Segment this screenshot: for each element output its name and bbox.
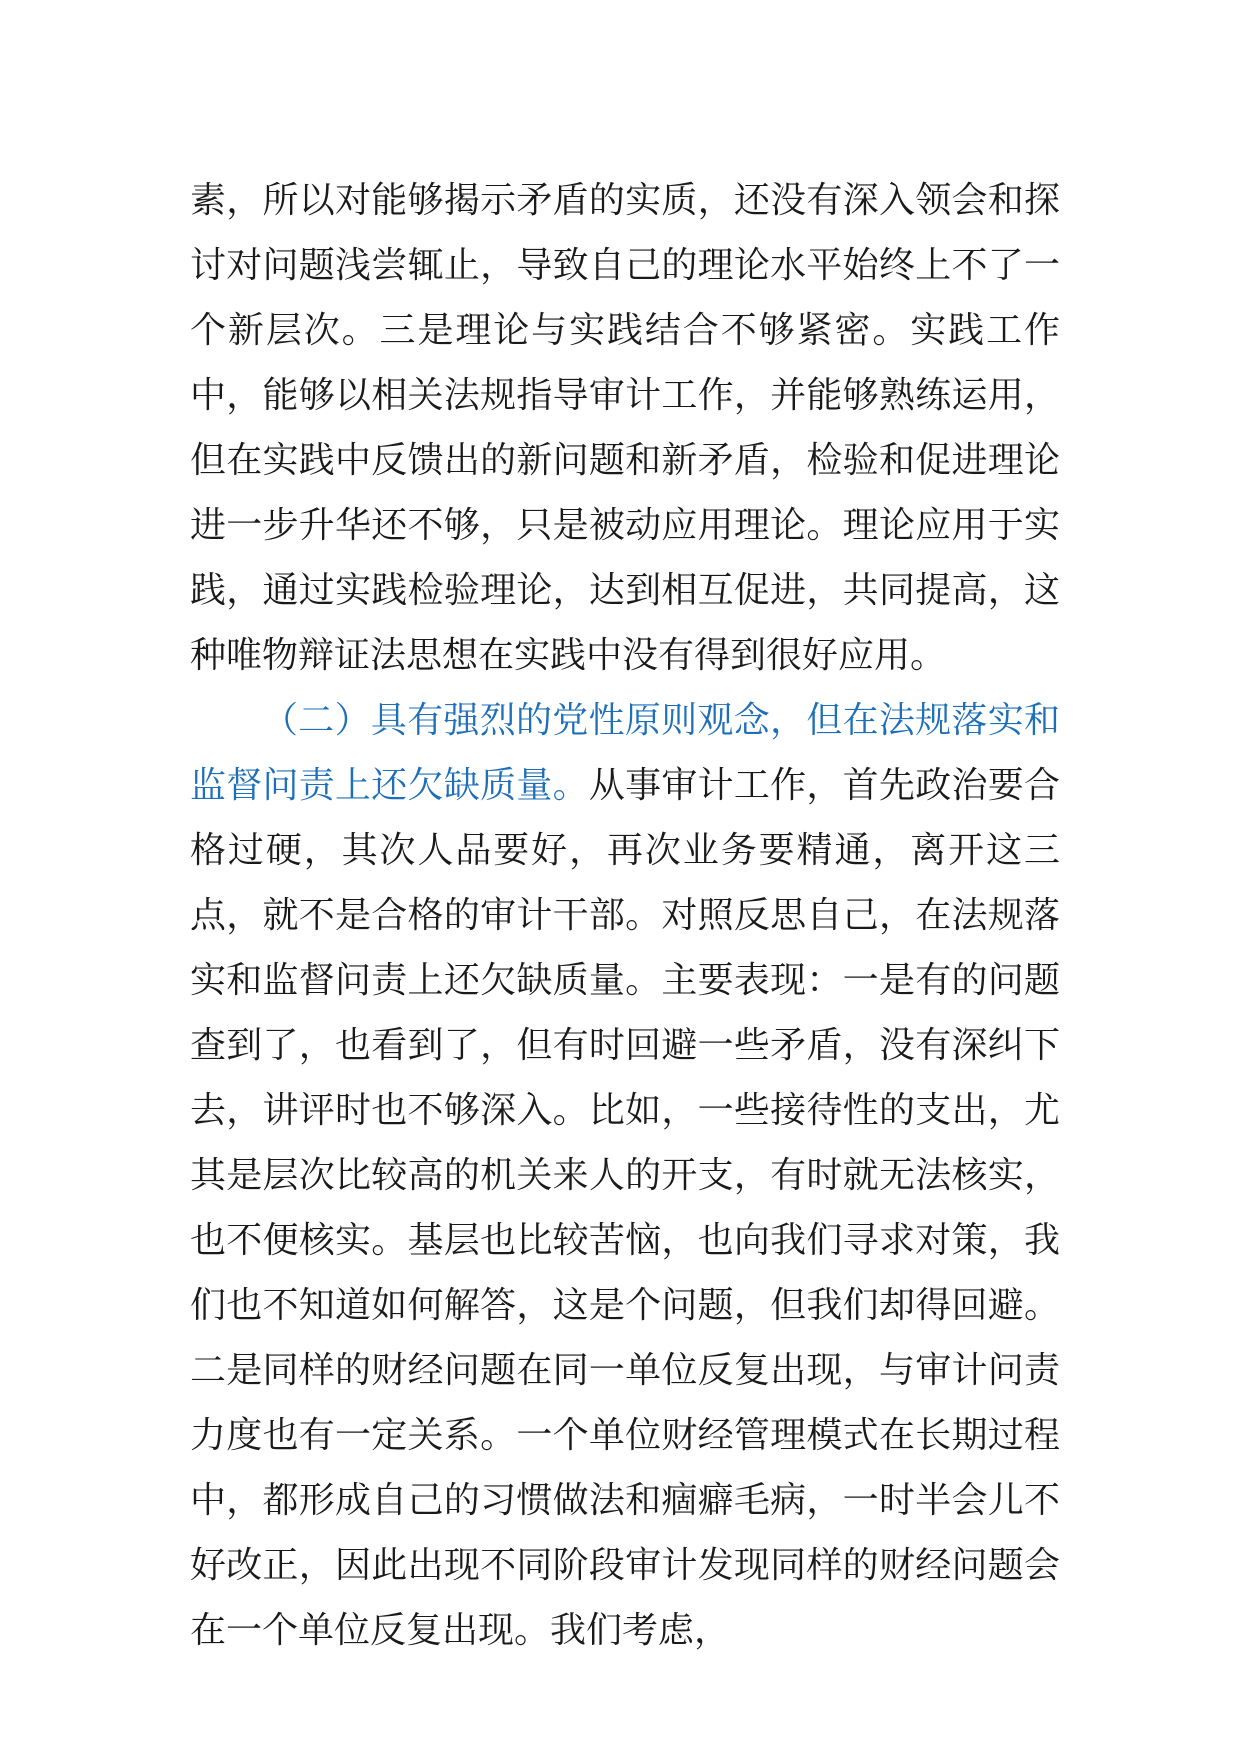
document-body	[190, 168, 1060, 1663]
paragraph-continuation	[190, 168, 1060, 688]
paragraph-text: 素，所以对能够揭示矛盾的实质，还没有深入领会和探讨对问题浅尝辄止，导致自己的理论水平始终上不了一个新层次。三是理论与实践结合不够紧密。实践工作中，能够以相关法规指导审计工作，并能够熟练运用，但在实践中反馈出的新问题和新矛盾，检验和促进理论进一步升华还不够，只是被动应用理论。理论应用于实践，通过实践检验理论，达到相互促进，共同提高，这种唯物辩证法思想在实践中没有得到很好应用。	[190, 180, 1060, 676]
paragraph-text: 从事审计工作，首先政治要合格过硬，其次人品要好，再次业务要精通，离开这三点，就不是合格的审计干部。对照反思自己，在法规落实和监督问责上还欠缺质量。主要表现：一是有的问题查到了，也看到了，但有时回避一些矛盾，没有深纠下去，讲评时也不够深入。比如，一些接待性的支出，尤其是层次比较高的机关来人的开支，有时就无法核实，也不便核实。基层也比较苦恼，也向我们寻求对策，我们也不知道如何解答，这是个问题，但我们却得回避。二是同样的财经问题在同一单位反复出现，与审计问责力度也有一定关系。一个单位财经管理模式在长期过程中，都形成自己的习惯做法和痼癖毛病，一时半会儿不好改正，因此出现不同阶段审计发现同样的财经问题会在一个单位反复出现。我们考虑，	[190, 765, 1060, 1651]
paragraph-section-two	[190, 688, 1060, 1663]
section-heading: （二）具有强烈的党性原则观念，但在法规落实和监督问责上还欠缺质量。	[190, 700, 1060, 806]
